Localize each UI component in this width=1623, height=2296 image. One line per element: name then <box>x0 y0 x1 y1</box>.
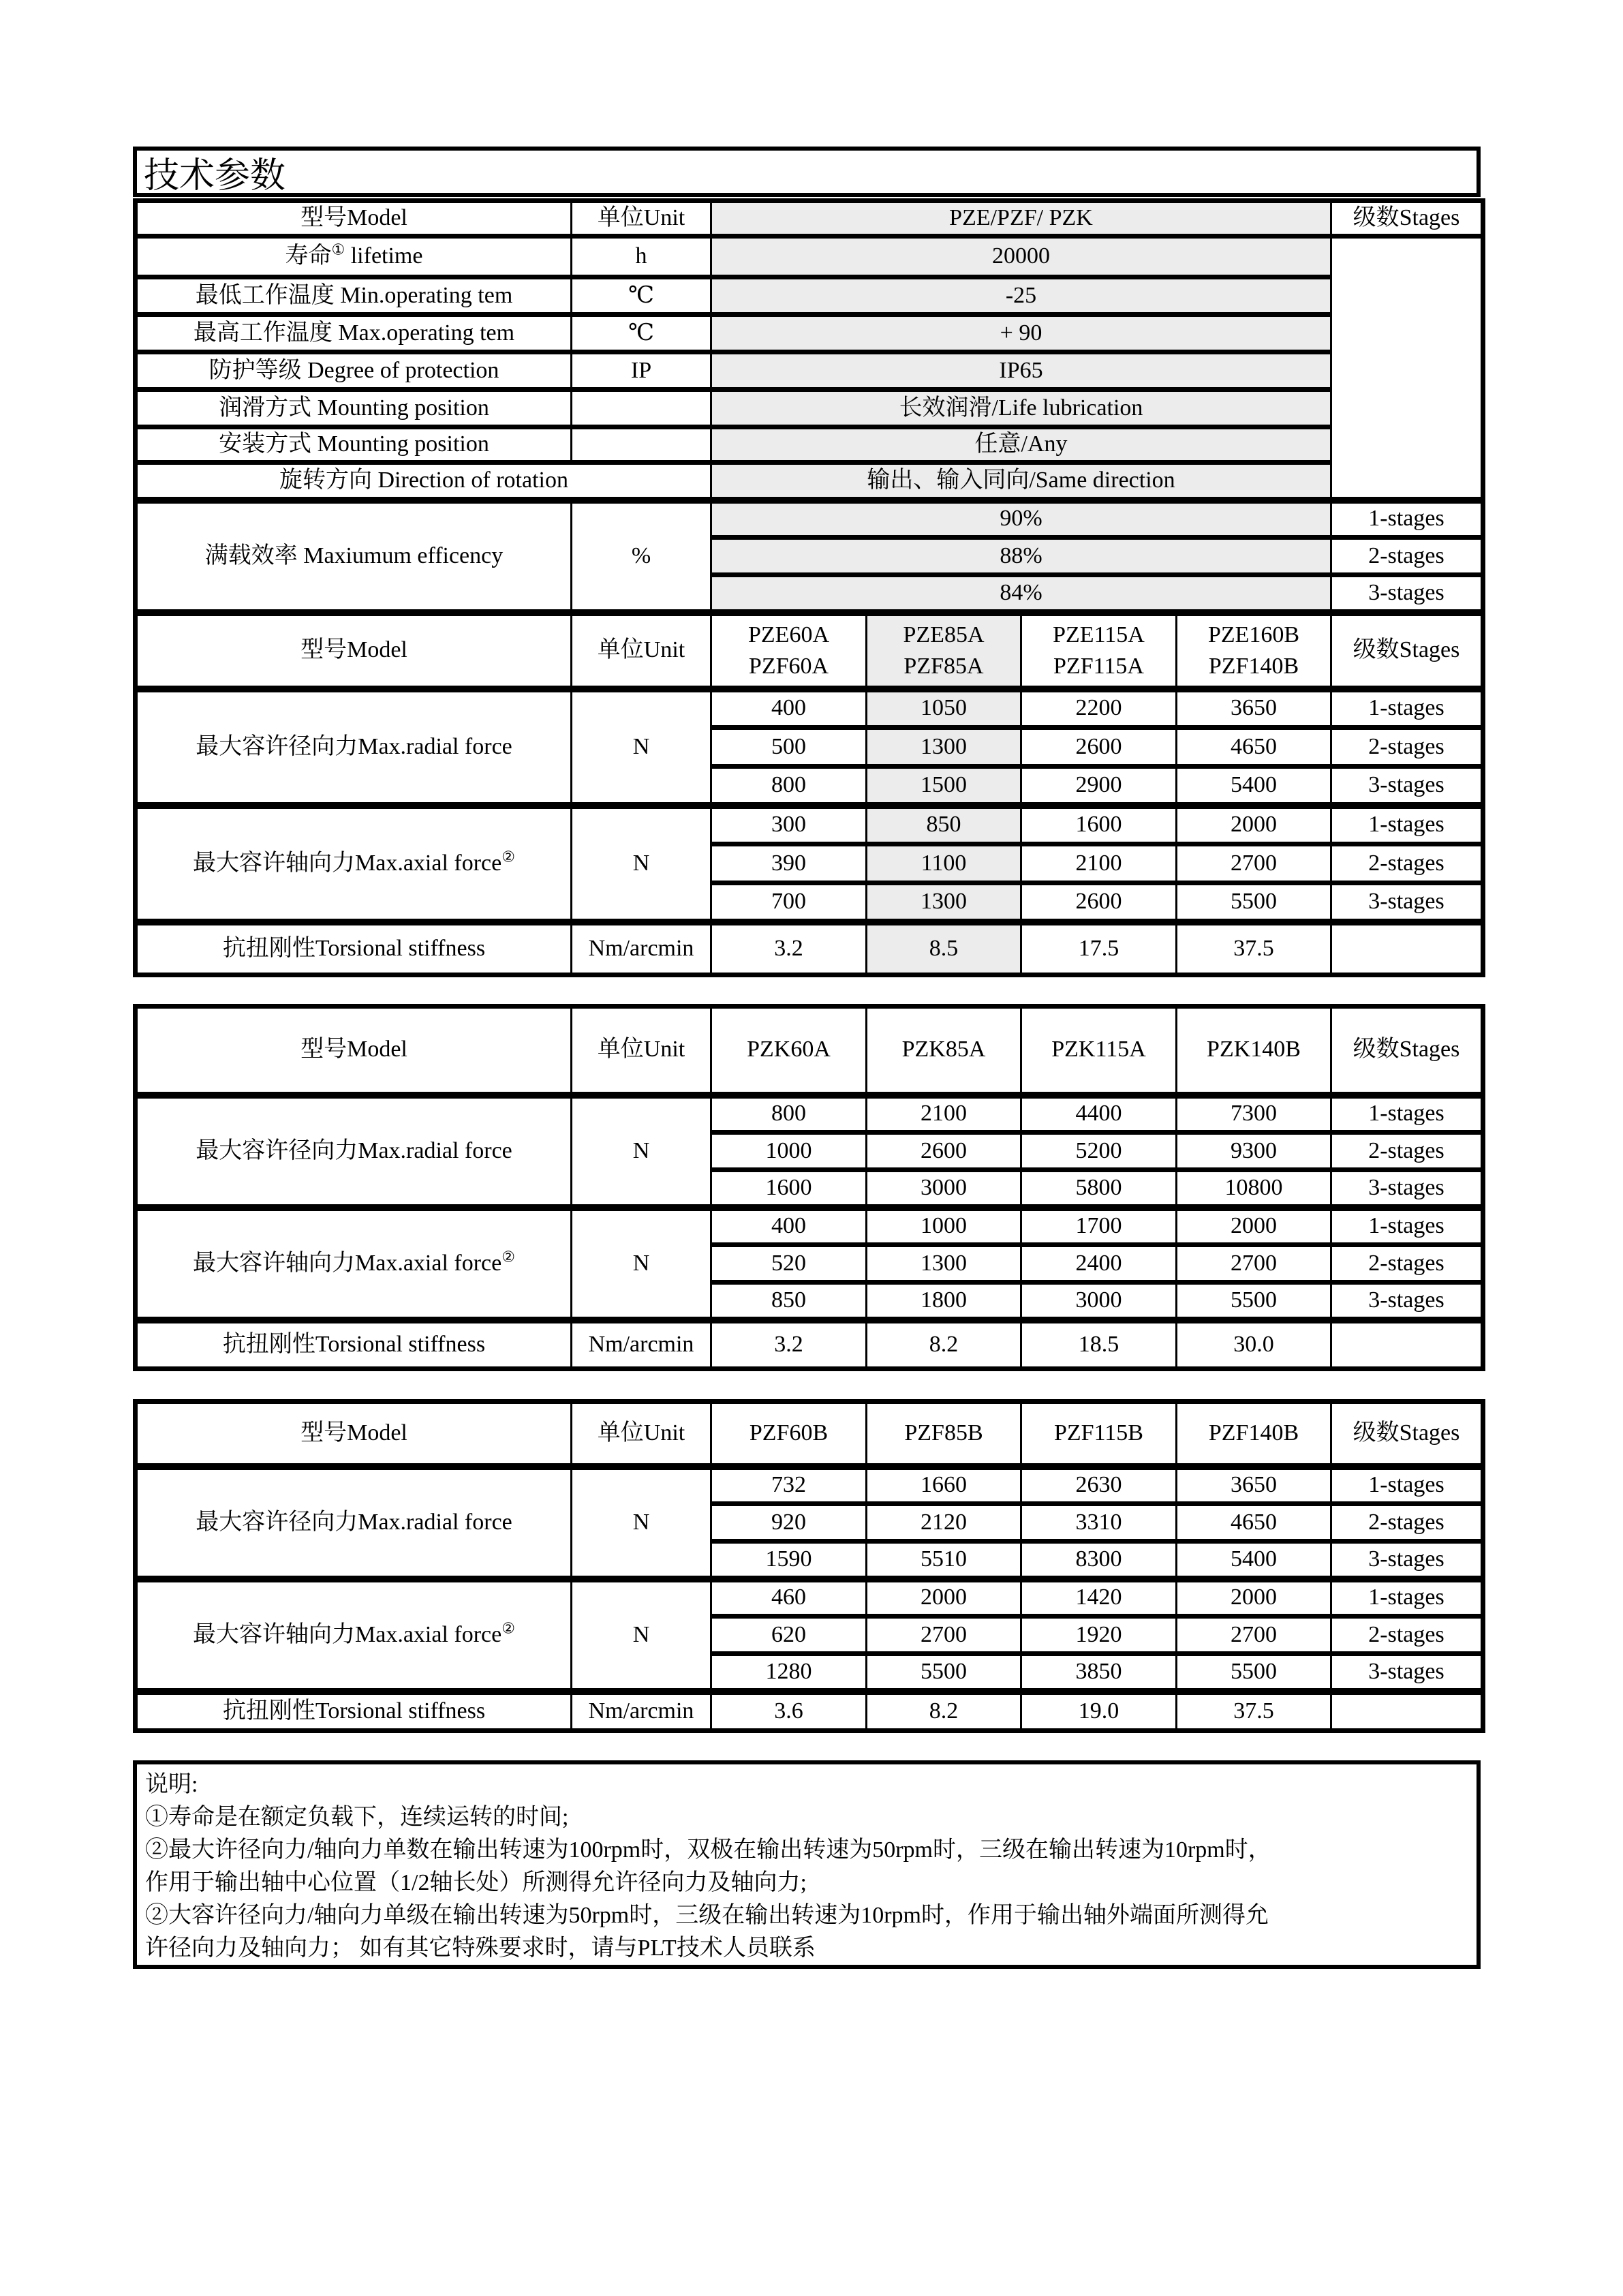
axial-value: 2600 <box>1021 883 1177 922</box>
row <box>136 1579 1483 1617</box>
stage-cell: 1-stages <box>1331 1095 1483 1133</box>
axial-value: 1000 <box>867 1208 1021 1245</box>
label-text: 寿命 <box>285 243 332 269</box>
stiffness-label: 抗扭刚性Torsional stiffness <box>136 1320 572 1369</box>
radial-value: 4400 <box>1021 1095 1177 1133</box>
axial-value: 2100 <box>1021 844 1177 883</box>
spec-row-unit: ℃ <box>572 315 711 352</box>
notes-line: ①寿命是在额定负载下，连续运转的时间; <box>145 1805 569 1830</box>
spec-row-unit: IP <box>572 352 711 390</box>
stage-cell: 3-stages <box>1331 575 1483 613</box>
radial-value: 3310 <box>1021 1504 1177 1542</box>
stage-cell: 2-stages <box>1331 1245 1483 1283</box>
spec-row-unit: h <box>572 236 711 277</box>
stiffness-unit: Nm/arcmin <box>572 1692 711 1731</box>
axial-value: 400 <box>711 1208 867 1245</box>
page-title: 技术参数 <box>133 147 1481 197</box>
radial-value: 3650 <box>1177 689 1331 728</box>
column-header-unit: 单位Unit <box>572 1007 711 1095</box>
model-header-cell: PZF60B <box>711 1402 867 1467</box>
radial-value: 2120 <box>867 1504 1021 1542</box>
radial-value: 1050 <box>867 689 1021 728</box>
stage-cell: 2-stages <box>1331 844 1483 883</box>
model-header-cell <box>1177 613 1331 689</box>
spec-row-label-efficiency: 满载效率 Maxiumum efficency <box>136 500 572 613</box>
stages-empty-cell <box>1331 1692 1483 1731</box>
axial-value: 1920 <box>1021 1617 1177 1654</box>
axial-value: 1300 <box>867 883 1021 922</box>
model-header-cell: PZK140B <box>1177 1007 1331 1095</box>
model-header-cell: PZK115A <box>1021 1007 1177 1095</box>
column-header-model: 型号Model <box>136 1402 572 1467</box>
radial-value: 9300 <box>1177 1133 1331 1170</box>
column-header-stages: 级数Stages <box>1331 613 1483 689</box>
radial-value: 5400 <box>1177 767 1331 806</box>
stiffness-label: 抗扭刚性Torsional stiffness <box>136 1692 572 1731</box>
stages-empty-cell <box>1331 922 1483 975</box>
radial-value: 1500 <box>867 767 1021 806</box>
axial-value: 1100 <box>867 844 1021 883</box>
axial-value: 2700 <box>1177 1617 1331 1654</box>
spec-row-value: 输出、输入同向/Same direction <box>711 463 1331 500</box>
model-header-cell: PZF85B <box>867 1402 1021 1467</box>
axial-force-label <box>136 1208 572 1320</box>
row <box>136 427 1483 463</box>
radial-value: 3000 <box>867 1170 1021 1208</box>
column-header-stages: 级数Stages <box>1331 1402 1483 1467</box>
spec-row-value: 20000 <box>711 236 1331 277</box>
row <box>136 1692 1483 1731</box>
axial-value: 3000 <box>1021 1283 1177 1320</box>
axial-value: 5500 <box>1177 883 1331 922</box>
axial-value: 1600 <box>1021 806 1177 844</box>
row <box>136 689 1483 728</box>
row <box>136 1467 1483 1504</box>
stiffness-value: 17.5 <box>1021 922 1177 975</box>
model-header-cell <box>867 613 1021 689</box>
spec-row-value: -25 <box>711 277 1331 315</box>
efficiency-value: 88% <box>711 538 1331 575</box>
axial-value: 5500 <box>1177 1283 1331 1320</box>
stage-cell: 3-stages <box>1331 1542 1483 1579</box>
stage-cell: 1-stages <box>1331 1208 1483 1245</box>
column-header-stages: 级数Stages <box>1331 201 1483 236</box>
row <box>136 500 1483 538</box>
notes-line: 许径向力及轴向力； 如有其它特殊要求时，请与PLT技术人员联系 <box>145 1935 816 1961</box>
radial-value: 5800 <box>1021 1170 1177 1208</box>
stiffness-value: 8.2 <box>867 1320 1021 1369</box>
stiffness-value: 3.2 <box>711 1320 867 1369</box>
radial-value: 800 <box>711 767 867 806</box>
axial-value: 1800 <box>867 1283 1021 1320</box>
row <box>136 463 1483 500</box>
stage-cell: 1-stages <box>1331 1467 1483 1504</box>
spec-row-unit: % <box>572 500 711 613</box>
stiffness-value: 19.0 <box>1021 1692 1177 1731</box>
stage-cell: 1-stages <box>1331 689 1483 728</box>
row <box>136 1007 1483 1095</box>
row <box>136 315 1483 352</box>
column-header-unit: 单位Unit <box>572 1402 711 1467</box>
spec-row-label-rotation: 旋转方向 Direction of rotation <box>136 463 711 500</box>
radial-value: 5510 <box>867 1542 1021 1579</box>
radial-value: 1600 <box>711 1170 867 1208</box>
stages-empty-cell <box>1331 236 1483 500</box>
stiffness-value: 37.5 <box>1177 1692 1331 1731</box>
radial-value: 2200 <box>1021 689 1177 728</box>
column-header-series: PZE/PZF/ PZK <box>711 201 1331 236</box>
spec-row-value: IP65 <box>711 352 1331 390</box>
axial-value: 1300 <box>867 1245 1021 1283</box>
axial-value: 620 <box>711 1617 867 1654</box>
row <box>136 613 1483 689</box>
stiffness-value: 8.2 <box>867 1692 1021 1731</box>
row <box>136 1402 1483 1467</box>
axial-value: 850 <box>867 806 1021 844</box>
footnote-mark: ② <box>501 1248 515 1266</box>
radial-value: 1660 <box>867 1467 1021 1504</box>
column-header-model: 型号Model <box>136 613 572 689</box>
radial-value: 2900 <box>1021 767 1177 806</box>
radial-value: 5400 <box>1177 1542 1331 1579</box>
radial-value: 400 <box>711 689 867 728</box>
axial-value: 5500 <box>1177 1654 1331 1692</box>
axial-value: 2000 <box>1177 1208 1331 1245</box>
spec-row-unit-empty <box>572 390 711 427</box>
axial-value: 390 <box>711 844 867 883</box>
force-unit: N <box>572 1095 711 1208</box>
notes-box <box>133 1760 1481 1969</box>
row <box>136 1208 1483 1245</box>
spec-row-label-lubrication: 润滑方式 Mounting position <box>136 390 572 427</box>
efficiency-value: 84% <box>711 575 1331 613</box>
model-header-cell <box>711 613 867 689</box>
radial-value: 2600 <box>1021 728 1177 767</box>
axial-value: 2000 <box>867 1579 1021 1617</box>
stages-empty-cell <box>1331 1320 1483 1369</box>
radial-force-label: 最大容许径向力Max.radial force <box>136 689 572 806</box>
stage-cell: 2-stages <box>1331 1133 1483 1170</box>
label-text: 最大容许轴向力Max.axial force <box>193 1621 502 1647</box>
axial-value: 1280 <box>711 1654 867 1692</box>
model-header-cell: PZK85A <box>867 1007 1021 1095</box>
radial-value: 8300 <box>1021 1542 1177 1579</box>
spec-row-label-min-temp: 最低工作温度 Min.operating tem <box>136 277 572 315</box>
axial-value: 460 <box>711 1579 867 1617</box>
spec-row-value: + 90 <box>711 315 1331 352</box>
force-unit: N <box>572 1208 711 1320</box>
model-header-cell: PZK60A <box>711 1007 867 1095</box>
radial-value: 732 <box>711 1467 867 1504</box>
axial-value: 2400 <box>1021 1245 1177 1283</box>
radial-value: 3650 <box>1177 1467 1331 1504</box>
radial-value: 800 <box>711 1095 867 1133</box>
column-header-stages: 级数Stages <box>1331 1007 1483 1095</box>
axial-value: 520 <box>711 1245 867 1283</box>
axial-value: 5500 <box>867 1654 1021 1692</box>
row <box>136 1095 1483 1133</box>
stage-cell: 2-stages <box>1331 728 1483 767</box>
radial-value: 4650 <box>1177 1504 1331 1542</box>
label-text: 最大容许轴向力Max.axial force <box>193 1250 502 1276</box>
radial-value: 2600 <box>867 1133 1021 1170</box>
model-name: PZF60A <box>748 653 829 679</box>
row <box>136 236 1483 277</box>
stage-cell: 3-stages <box>1331 1170 1483 1208</box>
stage-cell: 3-stages <box>1331 1283 1483 1320</box>
radial-value: 1300 <box>867 728 1021 767</box>
pzf-b-spec-table <box>133 1399 1485 1733</box>
stage-cell: 1-stages <box>1331 806 1483 844</box>
stiffness-label: 抗扭刚性Torsional stiffness <box>136 922 572 975</box>
model-name: PZE115A <box>1053 622 1145 647</box>
stage-cell: 2-stages <box>1331 1504 1483 1542</box>
footnote-mark: ① <box>331 241 345 258</box>
stiffness-value: 3.2 <box>711 922 867 975</box>
spec-row-value: 任意/Any <box>711 427 1331 463</box>
radial-value: 1000 <box>711 1133 867 1170</box>
axial-value: 2700 <box>1177 1245 1331 1283</box>
radial-value: 500 <box>711 728 867 767</box>
radial-value: 1590 <box>711 1542 867 1579</box>
row <box>136 201 1483 236</box>
axial-value: 2700 <box>1177 844 1331 883</box>
stage-cell: 3-stages <box>1331 1654 1483 1692</box>
row <box>136 1320 1483 1369</box>
model-name: PZE85A <box>903 622 985 647</box>
axial-value: 300 <box>711 806 867 844</box>
stiffness-value: 30.0 <box>1177 1320 1331 1369</box>
column-header-model: 型号Model <box>136 1007 572 1095</box>
stage-cell: 1-stages <box>1331 1579 1483 1617</box>
stage-cell: 1-stages <box>1331 500 1483 538</box>
stage-cell: 2-stages <box>1331 538 1483 575</box>
row <box>136 352 1483 390</box>
stiffness-value: 18.5 <box>1021 1320 1177 1369</box>
model-header-cell: PZF140B <box>1177 1402 1331 1467</box>
column-header-unit: 单位Unit <box>572 201 711 236</box>
notes-line: 说明: <box>145 1772 198 1797</box>
spec-row-label-lifetime <box>136 236 572 277</box>
row <box>136 390 1483 427</box>
spec-row-unit-empty <box>572 427 711 463</box>
radial-value: 2630 <box>1021 1467 1177 1504</box>
axial-value: 700 <box>711 883 867 922</box>
row <box>136 922 1483 975</box>
model-name: PZE60A <box>748 622 829 647</box>
row <box>136 806 1483 844</box>
axial-value: 3850 <box>1021 1654 1177 1692</box>
notes-line: ②大容许径向力/轴向力单级在输出转速为50rpm时，三级在输出转速为10rpm时，作用于输出轴外端面所测得允 <box>145 1903 1269 1928</box>
notes-line: ②最大许径向力/轴向力单数在输出转速为100rpm时，双极在输出转速为50rpm时，三级在输出转速为10rpm时， <box>145 1837 1271 1863</box>
stiffness-value: 8.5 <box>867 922 1021 975</box>
model-name: PZF115A <box>1053 653 1144 679</box>
label-text: lifetime <box>345 243 423 269</box>
axial-value: 2000 <box>1177 806 1331 844</box>
spec-row-label-max-temp: 最高工作温度 Max.operating tem <box>136 315 572 352</box>
axial-force-label <box>136 1579 572 1692</box>
pzk-spec-table <box>133 1004 1485 1371</box>
footnote-mark: ② <box>501 848 515 866</box>
radial-force-label: 最大容许径向力Max.radial force <box>136 1095 572 1208</box>
notes-line: 作用于输出轴中心位置（1/2轴长处）所测得允许径向力及轴向力; <box>145 1870 807 1895</box>
label-text: 最大容许轴向力Max.axial force <box>193 850 502 876</box>
model-header-cell: PZF115B <box>1021 1402 1177 1467</box>
column-header-unit: 单位Unit <box>572 613 711 689</box>
axial-value: 2700 <box>867 1617 1021 1654</box>
stiffness-value: 3.6 <box>711 1692 867 1731</box>
spec-row-value: 长效润滑/Life lubrication <box>711 390 1331 427</box>
force-unit: N <box>572 806 711 922</box>
model-name: PZE160B <box>1207 622 1300 647</box>
stiffness-unit: Nm/arcmin <box>572 1320 711 1369</box>
stiffness-value: 37.5 <box>1177 922 1331 975</box>
spec-row-unit: ℃ <box>572 277 711 315</box>
force-unit: N <box>572 1467 711 1579</box>
axial-value: 850 <box>711 1283 867 1320</box>
model-name: PZF140B <box>1208 653 1299 679</box>
axial-force-label <box>136 806 572 922</box>
general-spec-table <box>133 198 1485 977</box>
radial-value: 4650 <box>1177 728 1331 767</box>
radial-force-label: 最大容许径向力Max.radial force <box>136 1467 572 1579</box>
stage-cell: 2-stages <box>1331 1617 1483 1654</box>
radial-value: 920 <box>711 1504 867 1542</box>
force-unit: N <box>572 689 711 806</box>
footnote-mark: ② <box>501 1619 515 1637</box>
axial-value: 1700 <box>1021 1208 1177 1245</box>
spec-row-label-mounting: 安装方式 Mounting position <box>136 427 572 463</box>
model-name: PZF85A <box>903 653 984 679</box>
stage-cell: 3-stages <box>1331 883 1483 922</box>
stiffness-unit: Nm/arcmin <box>572 922 711 975</box>
radial-value: 5200 <box>1021 1133 1177 1170</box>
spec-row-label-protection: 防护等级 Degree of protection <box>136 352 572 390</box>
column-header-model: 型号Model <box>136 201 572 236</box>
radial-value: 2100 <box>867 1095 1021 1133</box>
stage-cell: 3-stages <box>1331 767 1483 806</box>
efficiency-value: 90% <box>711 500 1331 538</box>
axial-value: 2000 <box>1177 1579 1331 1617</box>
row <box>136 277 1483 315</box>
radial-value: 10800 <box>1177 1170 1331 1208</box>
radial-value: 7300 <box>1177 1095 1331 1133</box>
model-header-cell <box>1021 613 1177 689</box>
force-unit: N <box>572 1579 711 1692</box>
axial-value: 1420 <box>1021 1579 1177 1617</box>
